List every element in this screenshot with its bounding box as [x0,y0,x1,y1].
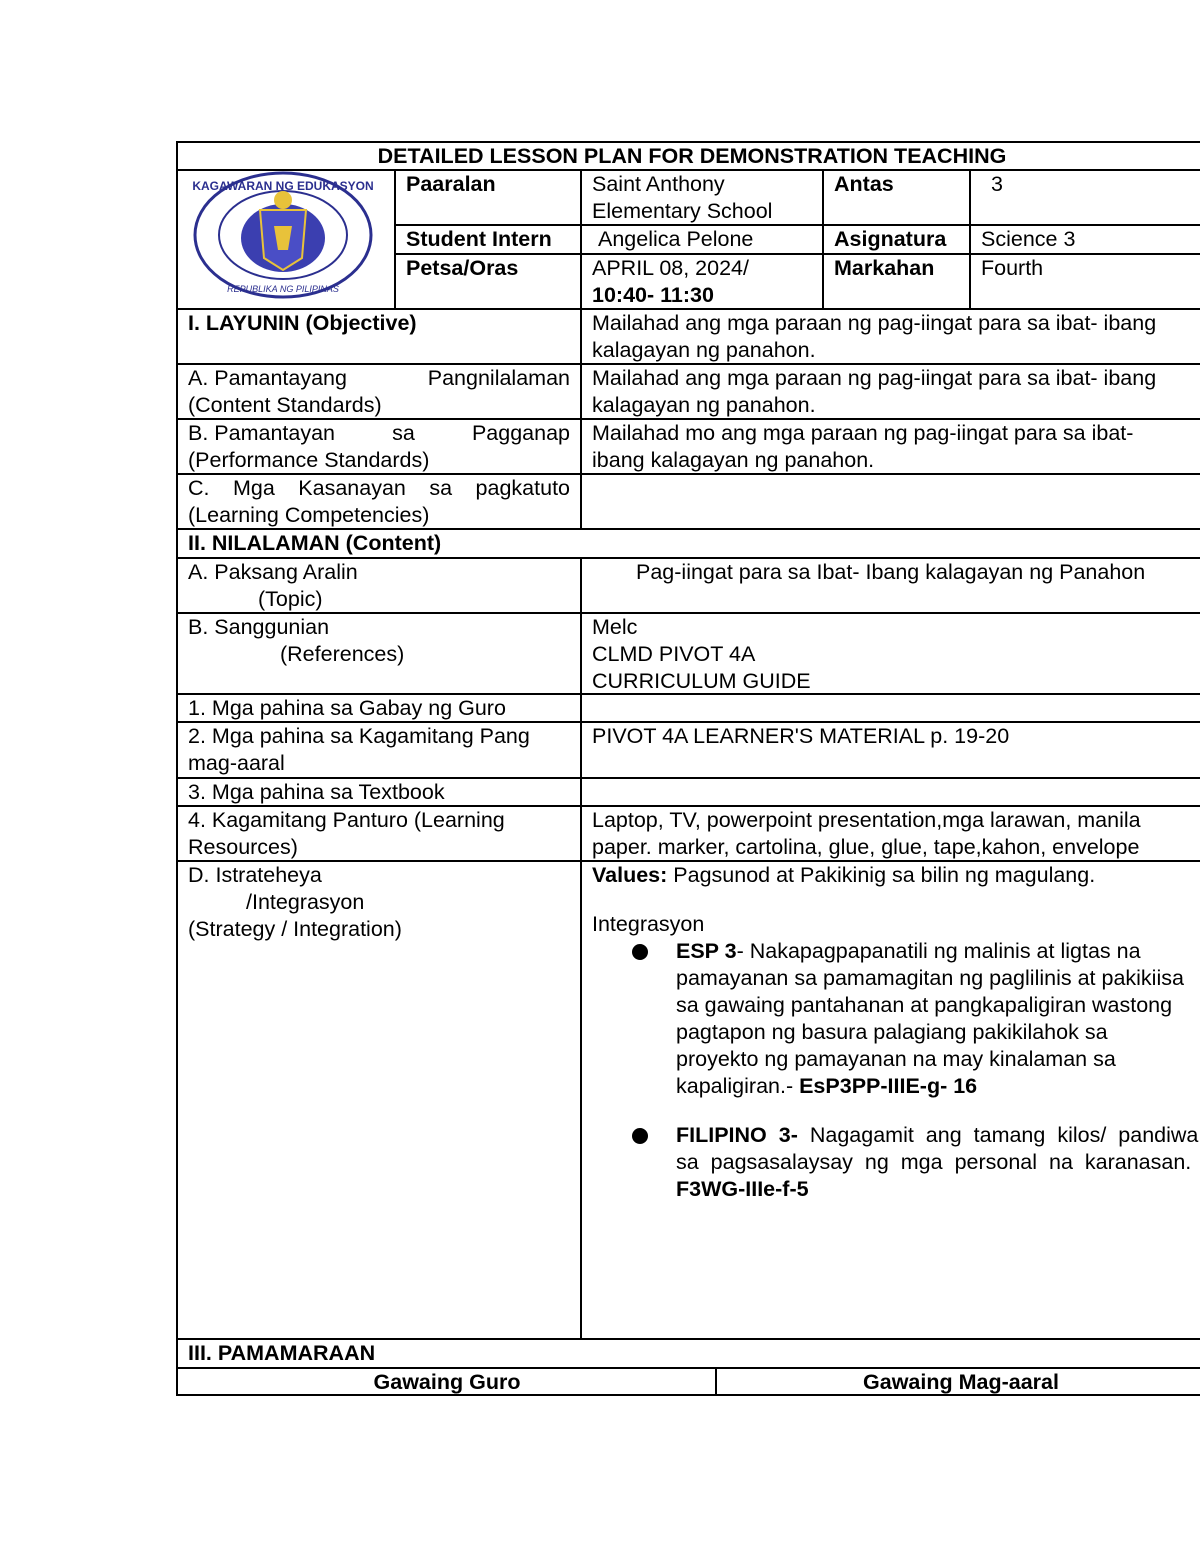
nilalaman-label: II. NILALAMAN (Content) [176,528,1200,558]
paaralan-value: Saint Anthony Elementary School [580,169,823,225]
bullet-icon [632,1128,648,1144]
asignatura-label: Asignatura [822,224,970,254]
paksa-value: Pag-iingat para sa Ibat- Ibang kalagayan ng Panahon [580,557,1200,613]
pamamaraan-label: III. PAMAMARAAN [176,1338,1200,1368]
seal-bottom-text: REPUBLIKA NG PILIPINAS [227,284,339,294]
kagamitan-mag-value: PIVOT 4A LEARNER'S MATERIAL p. 19-20 [580,721,1200,778]
markahan-value: Fourth [969,253,1200,309]
kagamitan-mag-label: 2. Mga pahina sa Kagamitang Pang mag-aaral [176,721,580,778]
petsa-label: Petsa/Oras [394,253,580,309]
integrasyon-heading: Integrasyon [592,912,705,936]
layunin-value: Mailahad ang mga paraan ng pag-iingat para sa ibat- ibang kalagayan ng panahon. [580,308,1200,364]
competencies-label: C. Mga Kasanayan sa pagkatuto (Learning Competencies) [176,473,580,529]
gawaing-guro-header: Gawaing Guro [176,1367,716,1396]
strategy-value [580,860,1200,1339]
antas-value: 3 [969,169,1200,225]
performance-standards-label: B. Pamantayan sa Pagganap (Performance Standards) [176,418,580,474]
gabay-value [580,693,1200,722]
seal-top-text: KAGAWARAN NG EDUKASYON [192,179,374,193]
textbook-label: 3. Mga pahina sa Textbook [176,777,580,806]
bullet-icon [632,944,648,960]
textbook-value [580,777,1200,806]
filipino-bullet: FILIPINO 3- Nagagamit ang tamang kilos/ pandiwa sa pagsasalaysay ng mga personal na karanasan. F3WG-IIIe-f-5 [632,1122,1200,1203]
petsa-value: APRIL 08, 2024/ 10:40- 11:30 [580,253,823,309]
layunin-label: I. LAYUNIN (Objective) [176,308,580,364]
paksa-label: A. Paksang Aralin (Topic) [176,557,580,613]
content-standards-value: Mailahad ang mga paraan ng pag-iingat para sa ibat- ibang kalagayan ng panahon. [580,363,1200,419]
deped-seal-icon [190,170,376,300]
competencies-value [580,473,1200,529]
panturo-label: 4. Kagamitang Panturo (Learning Resources) [176,805,580,861]
antas-label: Antas [822,169,970,225]
content-standards-label: A. Pamantayang Pangnilalaman (Content Standards) [176,363,580,419]
values-label: Values: [592,863,668,887]
values-text: Pagsunod at Pakikinig sa bilin ng magulang. [667,863,1096,887]
gawaing-mag-aaral-header: Gawaing Mag-aaral [715,1367,1200,1396]
sanggunian-value: Melc CLMD PIVOT 4A CURRICULUM GUIDE [580,612,1200,694]
lesson-plan-title: DETAILED LESSON PLAN FOR DEMONSTRATION TEACHING [176,141,1200,170]
esp-bullet: ESP 3- Nakapagpapanatili ng malinis at ligtas na pamayanan sa pamamagitan ng paglilinis at pakikiisa sa gawaing pantahanan at pangkapaligiran wastong pagtapon ng basura palagiang pakikilahok sa proyekto ng pamayanan na may kinalaman sa kapaligiran.- EsP3PP-IIIE-g- 16 [632,938,1200,1100]
panturo-value: Laptop, TV, powerpoint presentation,mga larawan, manila paper. marker, cartolina, glue, glue, tape,kahon, envelope [580,805,1200,861]
intern-label: Student Intern [394,224,580,254]
sanggunian-label: B. Sanggunian (References) [176,612,580,694]
paaralan-label: Paaralan [394,169,580,225]
markahan-label: Markahan [822,253,970,309]
asignatura-value: Science 3 [969,224,1200,254]
strategy-label: D. Istrateheya /Integrasyon (Strategy / Integration) [176,860,580,1339]
intern-value: Angelica Pelone [580,224,823,254]
gabay-label: 1. Mga pahina sa Gabay ng Guro [176,693,580,722]
performance-standards-value: Mailahad mo ang mga paraan ng pag-iingat para sa ibat- ibang kalagayan ng panahon. [580,418,1200,474]
